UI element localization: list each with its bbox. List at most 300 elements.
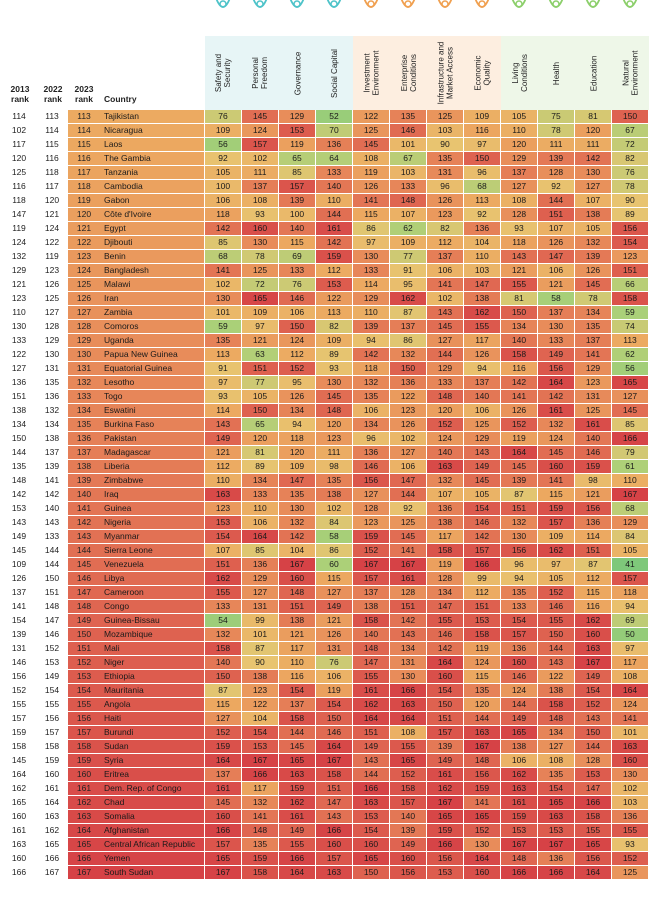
pillar-score-cell: 121 [575, 488, 611, 501]
rank-2023-cell: 155 [68, 698, 100, 711]
rank-2022-cell: 150 [44, 573, 60, 583]
pillar-score-cell: 141 [242, 810, 278, 823]
pillar-score-cell: 136 [575, 516, 611, 529]
rank-2022-cell: 116 [45, 153, 59, 163]
pillar-score-cell: 141 [390, 544, 426, 557]
pillar-score-cell: 152 [390, 768, 426, 781]
table-row [0, 446, 653, 460]
rank-2013-cell: 110 [12, 307, 26, 317]
pillar-score-cell: 127 [612, 390, 648, 403]
pillar-score-cell: 136 [464, 222, 500, 235]
pillar-score-cell: 154 [205, 530, 241, 543]
pillar-score-cell: 150 [501, 306, 537, 319]
table-row [0, 166, 653, 180]
people-icon [322, 0, 346, 18]
table-row [0, 852, 653, 866]
pillar-score-cell: 104 [464, 236, 500, 249]
pillar-score-cell: 52 [316, 110, 352, 123]
table-row [0, 292, 653, 306]
pillar-score-cell: 103 [464, 264, 500, 277]
pillar-score-cell: 165 [390, 754, 426, 767]
rank-2022-cell: 160 [44, 769, 60, 779]
country-name: Madagascar [100, 446, 204, 459]
rank-2023-cell: 140 [68, 488, 100, 501]
pillar-score-cell: 147 [538, 250, 574, 263]
pillar-score-cell: 155 [279, 838, 315, 851]
rank-2022-cell: 118 [45, 167, 59, 177]
rank-2013-cell: 136 [11, 377, 27, 387]
pillar-score-cell: 135 [427, 152, 463, 165]
header-infrastructure-and-market-access: Infrastructure and Market Access [427, 36, 465, 110]
rank-2022-cell: 144 [44, 559, 60, 569]
rank-2013-cell: 145 [11, 545, 27, 555]
pillar-score-cell: 162 [538, 544, 574, 557]
pillar-score-cell: 155 [427, 614, 463, 627]
pillar-score-cell: 131 [575, 390, 611, 403]
pillar-score-cell: 155 [205, 586, 241, 599]
pillar-score-cell: 153 [464, 614, 500, 627]
pillar-score-cell: 150 [205, 670, 241, 683]
pillar-score-cell: 154 [501, 614, 537, 627]
pillar-score-cell: 157 [390, 796, 426, 809]
pillar-score-cell: 133 [242, 488, 278, 501]
pillar-score-cell: 142 [279, 530, 315, 543]
rank-2023-cell: 127 [68, 306, 100, 319]
pillar-score-cell: 151 [242, 362, 278, 375]
pillar-score-cell: 142 [464, 530, 500, 543]
pillar-score-cell: 92 [205, 152, 241, 165]
country-name: Haiti [100, 712, 204, 725]
pillar-score-cell: 134 [427, 586, 463, 599]
table-row [0, 306, 653, 320]
rank-2022-cell: 158 [44, 741, 60, 751]
country-name: Papua New Guinea [100, 348, 204, 361]
pillar-score-cell: 136 [612, 810, 648, 823]
rank-2022-cell: 143 [44, 517, 60, 527]
pillar-score-cell: 149 [575, 670, 611, 683]
pillar-score-cell: 123 [242, 684, 278, 697]
pillar-score-cell: 161 [353, 684, 389, 697]
pillar-score-cell: 160 [353, 838, 389, 851]
rank-2013-cell: 160 [11, 853, 27, 863]
pillar-score-cell: 139 [390, 824, 426, 837]
pillar-score-cell: 157 [427, 726, 463, 739]
pillar-score-cell: 160 [279, 572, 315, 585]
pillar-score-cell: 166 [242, 768, 278, 781]
pillar-score-cell: 153 [501, 824, 537, 837]
pillar-score-cell: 138 [353, 600, 389, 613]
pillar-score-cell: 151 [390, 600, 426, 613]
pillar-score-cell: 147 [353, 656, 389, 669]
pillar-score-cell: 157 [205, 838, 241, 851]
pillar-score-cell: 152 [353, 544, 389, 557]
country-name: Togo [100, 390, 204, 403]
pillar-score-cell: 77 [390, 250, 426, 263]
pillar-score-cell: 134 [390, 642, 426, 655]
pillar-score-cell: 149 [390, 838, 426, 851]
pillar-score-cell: 112 [279, 348, 315, 361]
rank-2023-cell: 135 [68, 418, 100, 431]
pillar-score-cell: 167 [279, 558, 315, 571]
pillar-score-cell: 150 [353, 866, 389, 879]
pillar-score-cell: 100 [279, 208, 315, 221]
pillar-score-cell: 85 [612, 418, 648, 431]
pillar-score-cell: 137 [279, 698, 315, 711]
pillar-score-cell: 136 [316, 138, 352, 151]
pillar-score-cell: 118 [353, 362, 389, 375]
pillar-score-cell: 152 [279, 362, 315, 375]
market-access-icon [433, 0, 457, 18]
pillar-score-cell: 135 [316, 474, 352, 487]
pillar-score-cell: 134 [353, 418, 389, 431]
pillar-score-cell: 130 [501, 530, 537, 543]
pillar-score-cell: 127 [538, 740, 574, 753]
pillar-score-cell: 142 [316, 236, 352, 249]
pillar-score-cell: 163 [390, 698, 426, 711]
pillar-score-cell: 103 [390, 166, 426, 179]
pillar-score-cell: 151 [501, 502, 537, 515]
pillar-score-cell: 87 [205, 684, 241, 697]
rank-2022-cell: 119 [45, 251, 59, 261]
rank-2023-cell: 159 [68, 754, 100, 767]
pillar-score-cell: 151 [205, 558, 241, 571]
rank-2013-cell: 135 [11, 461, 27, 471]
pillar-score-cell: 110 [612, 474, 648, 487]
pillar-score-cell: 163 [612, 740, 648, 753]
pillar-score-cell: 134 [575, 306, 611, 319]
country-name: Equatorial Guinea [100, 362, 204, 375]
rank-2013-cell: 154 [11, 615, 27, 625]
pillar-score-cell: 110 [242, 502, 278, 515]
pillar-score-cell: 78 [242, 250, 278, 263]
rank-2023-cell: 146 [68, 572, 100, 585]
pillar-score-cell: 116 [464, 124, 500, 137]
pillar-score-cell: 85 [242, 544, 278, 557]
rank-2023-cell: 129 [68, 334, 100, 347]
country-name: Guinea-Bissau [100, 614, 204, 627]
pillar-score-cell: 131 [390, 656, 426, 669]
pillar-score-cell: 85 [279, 166, 315, 179]
pillar-score-cell: 125 [612, 866, 648, 879]
rank-2013-cell: 102 [11, 125, 27, 135]
pillar-score-cell: 130 [538, 320, 574, 333]
rank-2023-cell: 120 [68, 208, 100, 221]
rank-2022-cell: 167 [44, 867, 60, 877]
pillar-score-cell: 127 [427, 334, 463, 347]
table-row [0, 460, 653, 474]
pillar-score-cell: 165 [427, 810, 463, 823]
pillar-score-cell: 81 [501, 292, 537, 305]
rank-2023-cell: 165 [68, 838, 100, 851]
pillar-score-cell: 154 [316, 698, 352, 711]
pillar-score-cell: 151 [538, 208, 574, 221]
pillar-score-cell: 136 [242, 558, 278, 571]
pillar-score-cell: 149 [464, 460, 500, 473]
rank-2013-cell: 164 [11, 769, 27, 779]
rank-2023-cell: 166 [68, 852, 100, 865]
pillar-score-cell: 139 [538, 152, 574, 165]
table-row [0, 656, 653, 670]
rank-2013-cell: 156 [11, 671, 27, 681]
table-row [0, 838, 653, 852]
pillar-score-cell: 128 [390, 586, 426, 599]
pillar-score-cell: 94 [501, 572, 537, 585]
pillar-score-cell: 91 [390, 264, 426, 277]
pillar-score-cell: 166 [612, 432, 648, 445]
runner-icon [248, 0, 272, 18]
pillar-score-cell: 93 [612, 838, 648, 851]
pillar-score-cell: 93 [205, 390, 241, 403]
pillar-score-cell: 155 [464, 320, 500, 333]
pillar-score-cell: 76 [316, 656, 352, 669]
table-row [0, 418, 653, 432]
pillar-score-cell: 81 [575, 110, 611, 123]
header-governance: Governance [279, 36, 317, 110]
rank-2013-cell: 165 [11, 797, 27, 807]
rank-2023-cell: 126 [68, 292, 100, 305]
pillar-score-cell: 143 [390, 628, 426, 641]
pillar-score-cell: 152 [538, 586, 574, 599]
country-name: Uganda [100, 334, 204, 347]
pillar-score-cell: 153 [205, 516, 241, 529]
pillar-score-cell: 144 [538, 642, 574, 655]
rank-2022-cell: 135 [44, 377, 60, 387]
rank-2023-cell: 130 [68, 348, 100, 361]
pillar-score-cell: 161 [501, 796, 537, 809]
pillar-score-cell: 138 [242, 670, 278, 683]
pillar-score-cell: 136 [501, 642, 537, 655]
pillar-score-cell: 144 [353, 768, 389, 781]
pillar-score-cell: 167 [501, 838, 537, 851]
header-investment-environment: Investment Environment [353, 36, 391, 110]
pillar-score-cell: 132 [242, 796, 278, 809]
pillar-score-cell: 135 [390, 110, 426, 123]
rank-2023-cell: 116 [68, 152, 100, 165]
pillar-score-cell: 158 [538, 698, 574, 711]
rank-2022-cell: 139 [44, 461, 60, 471]
pillar-score-cell: 115 [205, 698, 241, 711]
rank-2013-cell: 138 [11, 405, 27, 415]
pillar-score-cell: 126 [427, 194, 463, 207]
header-education: Education [575, 36, 613, 110]
government-building-icon [285, 0, 309, 18]
pillar-score-cell: 120 [464, 698, 500, 711]
rank-2022-cell: 126 [44, 279, 60, 289]
rank-2022-cell: 166 [44, 853, 60, 863]
pillar-score-cell: 166 [205, 824, 241, 837]
pillar-score-cell: 109 [538, 530, 574, 543]
pillar-score-cell: 137 [538, 306, 574, 319]
pillar-score-cell: 94 [279, 418, 315, 431]
pillar-score-cell: 132 [427, 474, 463, 487]
rank-2023-cell: 143 [68, 530, 100, 543]
pillar-score-cell: 62 [390, 222, 426, 235]
pillar-score-cell: 162 [427, 782, 463, 795]
pillar-score-cell: 151 [427, 712, 463, 725]
country-name: Ethiopia [100, 670, 204, 683]
pillar-score-cell: 98 [316, 460, 352, 473]
pillar-score-cell: 108 [353, 152, 389, 165]
pillar-score-cell: 97 [353, 236, 389, 249]
country-name: Iran [100, 292, 204, 305]
country-name: Congo [100, 600, 204, 613]
pillar-score-cell: 141 [575, 348, 611, 361]
pillar-score-cell: 133 [353, 264, 389, 277]
country-name: Djibouti [100, 236, 204, 249]
pillar-score-cell: 146 [501, 670, 537, 683]
pillar-score-cell: 111 [316, 446, 352, 459]
rank-2022-cell: 131 [44, 363, 60, 373]
rank-2022-cell: 123 [44, 265, 60, 275]
table-row [0, 572, 653, 586]
pillar-score-cell: 164 [427, 656, 463, 669]
rank-2022-cell: 147 [44, 615, 60, 625]
table-row [0, 348, 653, 362]
country-name: Tajikistan [100, 110, 204, 123]
pillar-score-cell: 91 [205, 362, 241, 375]
lightbulb-icon [396, 0, 420, 18]
table-row [0, 544, 653, 558]
pillar-score-cell: 113 [464, 194, 500, 207]
rank-2013-cell: 141 [11, 601, 27, 611]
pillar-score-cell: 108 [390, 726, 426, 739]
rank-2022-cell: 156 [44, 713, 60, 723]
rank-2013-cell: 151 [11, 391, 27, 401]
pillar-score-cell: 163 [279, 768, 315, 781]
pillar-score-cell: 58 [316, 530, 352, 543]
pillar-score-cell: 160 [575, 628, 611, 641]
table-row [0, 516, 653, 530]
header-natural-environment: Natural Environment [612, 36, 650, 110]
pillar-score-cell: 90 [427, 138, 463, 151]
pillar-score-cell: 127 [242, 586, 278, 599]
rank-2023-cell: 163 [68, 810, 100, 823]
rank-2022-cell: 165 [44, 839, 60, 849]
pillar-score-cell: 156 [464, 768, 500, 781]
pillar-score-cell: 109 [464, 110, 500, 123]
pillar-score-cell: 121 [242, 334, 278, 347]
pillar-score-cell: 141 [427, 278, 463, 291]
pillar-score-cell: 125 [242, 264, 278, 277]
pillar-score-cell: 162 [205, 572, 241, 585]
pillar-score-cell: 149 [501, 712, 537, 725]
table-row [0, 726, 653, 740]
table-row [0, 390, 653, 404]
pillar-score-cell: 119 [316, 684, 352, 697]
pillar-score-cell: 147 [279, 474, 315, 487]
rank-2022-cell: 155 [44, 699, 60, 709]
pillar-score-cell: 82 [316, 320, 352, 333]
rank-2013-cell: 137 [11, 587, 27, 597]
pillar-score-cell: 149 [427, 754, 463, 767]
pillar-score-cell: 156 [353, 474, 389, 487]
pillar-score-cell: 120 [501, 138, 537, 151]
pillar-score-cell: 105 [501, 110, 537, 123]
pillar-score-cell: 114 [205, 404, 241, 417]
table-row [0, 488, 653, 502]
pillar-score-cell: 145 [316, 390, 352, 403]
pillar-score-cell: 133 [501, 600, 537, 613]
pillar-score-cell: 143 [205, 418, 241, 431]
pillar-score-cell: 112 [464, 586, 500, 599]
rank-2023-cell: 160 [68, 768, 100, 781]
pillar-score-cell: 134 [242, 474, 278, 487]
pillar-score-cell: 167 [316, 754, 352, 767]
pillar-score-cell: 129 [427, 362, 463, 375]
pillar-score-cell: 152 [464, 824, 500, 837]
pillar-score-cell: 129 [242, 572, 278, 585]
pillar-score-cell: 165 [538, 796, 574, 809]
pillar-score-cell: 138 [427, 516, 463, 529]
table-row [0, 754, 653, 768]
rank-2022-cell: 159 [44, 755, 60, 765]
pillar-score-cell: 137 [242, 180, 278, 193]
rank-2013-cell: 123 [11, 293, 27, 303]
pillar-score-cell: 130 [316, 376, 352, 389]
pillar-score-cell: 153 [575, 768, 611, 781]
rank-2013-cell: 147 [11, 209, 27, 219]
pillar-score-cell: 146 [353, 460, 389, 473]
pillar-score-cell: 130 [464, 838, 500, 851]
pillar-score-cell: 110 [316, 194, 352, 207]
pillar-score-cell: 134 [501, 320, 537, 333]
pillar-score-cell: 124 [464, 656, 500, 669]
rank-2023-cell: 121 [68, 222, 100, 235]
pillar-score-cell: 136 [390, 376, 426, 389]
pillar-score-cell: 99 [242, 614, 278, 627]
rank-2023-cell: 157 [68, 726, 100, 739]
rank-2013-cell: 117 [12, 139, 26, 149]
rank-2023-cell: 147 [68, 586, 100, 599]
pillar-score-cell: 166 [427, 838, 463, 851]
pillar-score-cell: 107 [538, 222, 574, 235]
rank-2023-cell: 167 [68, 866, 100, 879]
pillar-score-cell: 123 [390, 404, 426, 417]
rank-2022-cell: 122 [44, 237, 60, 247]
pillar-score-cell: 144 [538, 194, 574, 207]
table-row [0, 194, 653, 208]
pillar-score-cell: 156 [501, 544, 537, 557]
pillar-score-cell: 139 [427, 740, 463, 753]
pillar-score-cell: 124 [427, 432, 463, 445]
table-row [0, 782, 653, 796]
header-safety-and-security: Safety and Security [205, 36, 243, 110]
pillar-score-cell: 140 [427, 446, 463, 459]
rank-2013-cell: 155 [11, 699, 27, 709]
pillar-score-cell: 76 [205, 110, 241, 123]
pillar-score-cell: 155 [353, 670, 389, 683]
pillar-score-cell: 132 [279, 516, 315, 529]
pillar-score-cell: 162 [390, 292, 426, 305]
table-row [0, 712, 653, 726]
rank-2023-cell: 149 [68, 614, 100, 627]
pillar-score-cell: 97 [612, 642, 648, 655]
pillar-score-cell: 126 [279, 390, 315, 403]
pillar-score-cell: 54 [205, 614, 241, 627]
pillar-score-cell: 130 [612, 768, 648, 781]
house-icon [507, 0, 531, 18]
rank-2013-cell: 158 [11, 741, 27, 751]
pillar-score-cell: 152 [427, 418, 463, 431]
pillar-score-cell: 159 [501, 810, 537, 823]
country-name: Central African Republic [100, 838, 204, 851]
pillar-score-cell: 154 [427, 684, 463, 697]
pillar-score-cell: 147 [427, 600, 463, 613]
pillar-score-cell: 108 [538, 754, 574, 767]
pillar-score-cell: 121 [316, 614, 352, 627]
pillar-score-cell: 63 [242, 348, 278, 361]
pillar-score-cell: 96 [464, 166, 500, 179]
